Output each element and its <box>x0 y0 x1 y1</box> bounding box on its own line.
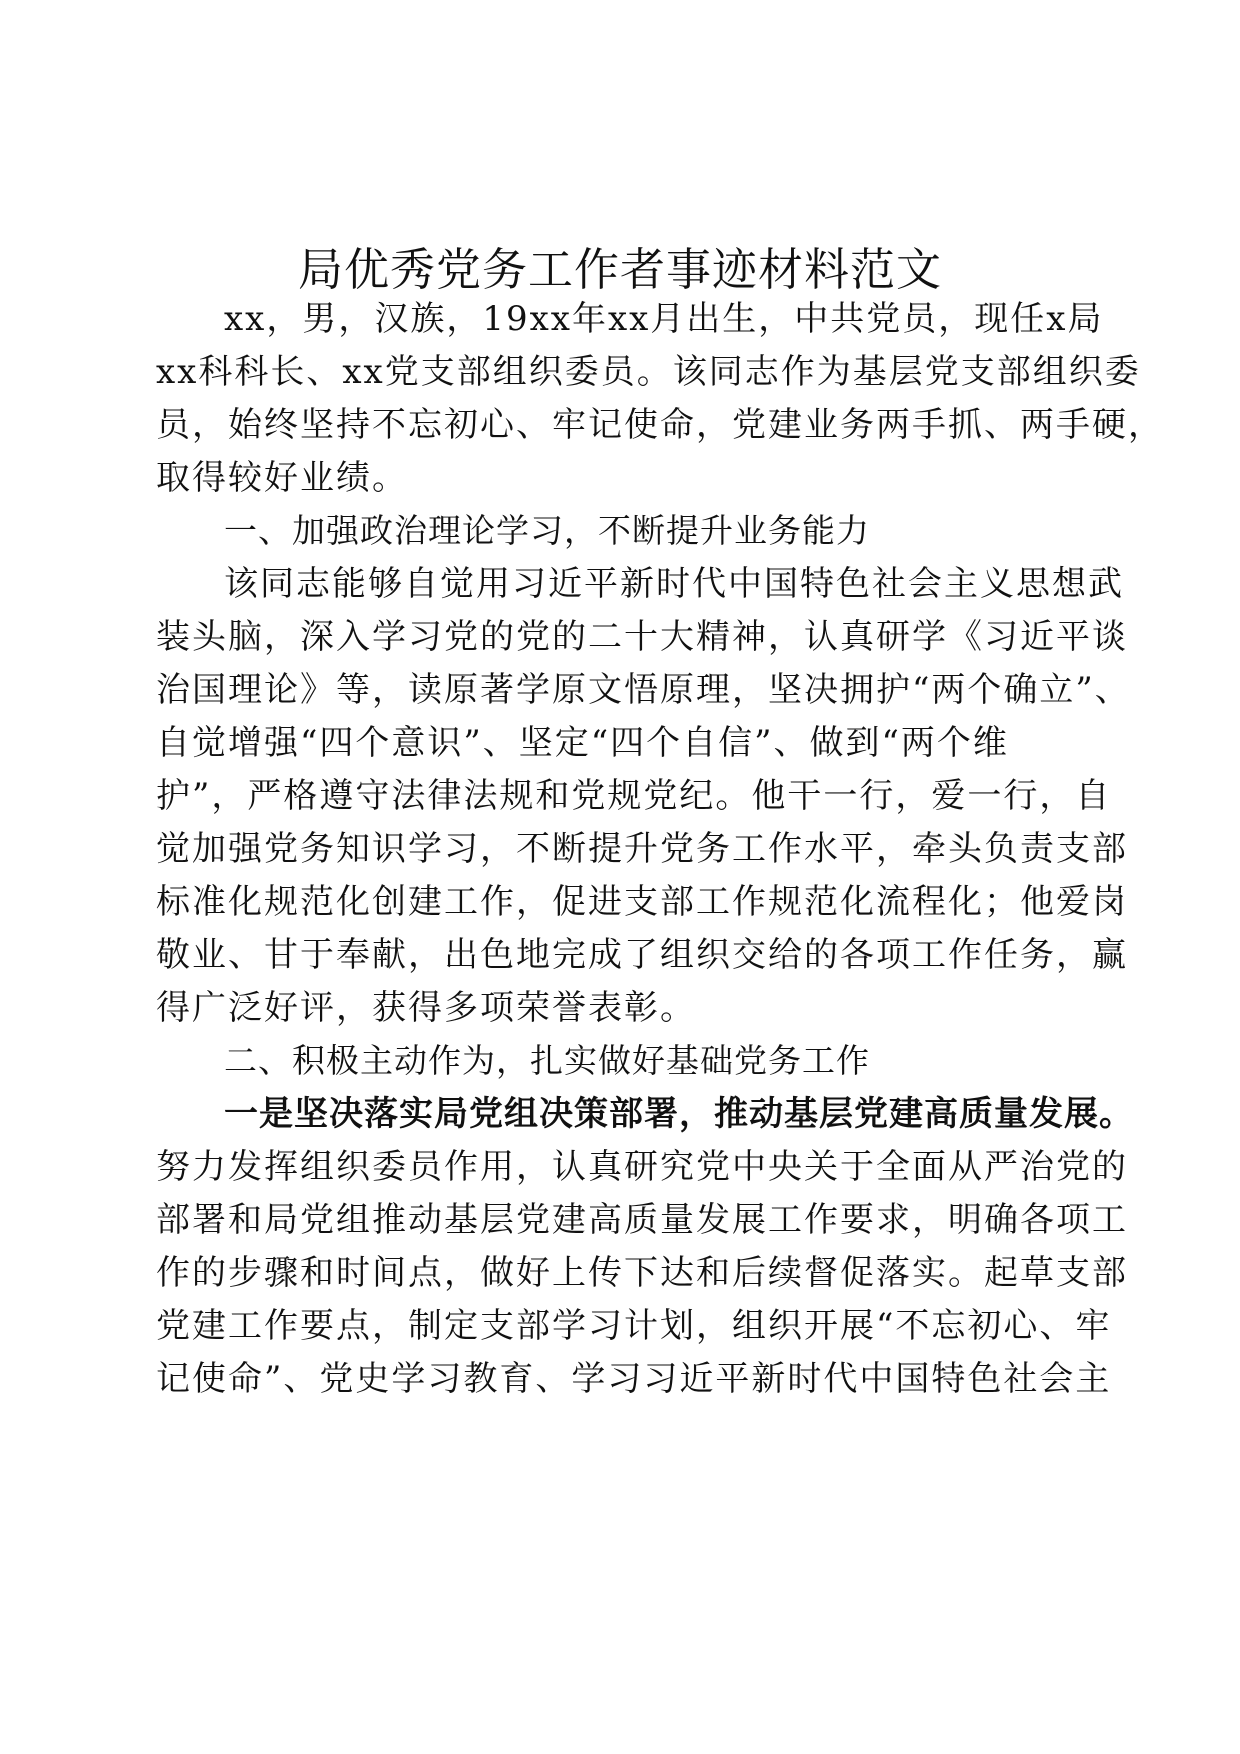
section-1-line: 该同志能够自觉用习近平新时代中国特色社会主义思想武 <box>224 564 1124 604</box>
section-2-lead: 一是坚决落实局党组决策部署，推动基层党建高质量发展。 <box>224 1094 1134 1134</box>
section-1-line: 敬业、甘于奉献，出色地完成了组织交给的各项工作任务，赢 <box>156 935 1128 975</box>
section-2-line: 作的步骤和时间点，做好上传下达和后续督促落实。起草支部 <box>156 1253 1128 1293</box>
intro-line: 员，始终坚持不忘初心、牢记使命，党建业务两手抓、两手硬， <box>156 405 1164 445</box>
intro-line: xx，男，汉族，19xx年xx月出生，中共党员，现任x局 <box>224 299 1104 339</box>
section-2-line: 党建工作要点，制定支部学习计划，组织开展“不忘初心、牢 <box>156 1306 1112 1346</box>
section-1-line: 标准化规范化创建工作，促进支部工作规范化流程化；他爱岗 <box>156 882 1128 922</box>
section-1-heading: 一、加强政治理论学习，不断提升业务能力 <box>224 511 870 550</box>
document-title: 局优秀党务工作者事迹材料范文 <box>297 243 942 296</box>
section-1-line: 治国理论》等，读原著学原文悟原理，坚决拥护“两个确立”、 <box>156 670 1131 710</box>
intro-line: 取得较好业绩。 <box>156 458 408 498</box>
section-2-line: 记使命”、党史学习教育、学习习近平新时代中国特色社会主 <box>156 1359 1112 1399</box>
section-1-line: 觉加强党务知识学习，不断提升党务工作水平，牵头负责支部 <box>156 829 1128 869</box>
section-1-line: 装头脑，深入学习党的党的二十大精神，认真研学《习近平谈 <box>156 617 1128 657</box>
section-2-heading: 二、积极主动作为，扎实做好基础党务工作 <box>224 1041 870 1080</box>
section-2-line: 努力发挥组织委员作用，认真研究党中央关于全面从严治党的 <box>156 1147 1128 1187</box>
section-1-line: 护”，严格遵守法律法规和党规党纪。他干一行，爱一行，自 <box>156 776 1112 816</box>
section-1-line: 得广泛好评，获得多项荣誉表彰。 <box>156 988 696 1028</box>
intro-line: xx科科长、xx党支部组织委员。该同志作为基层党支部组织委 <box>156 352 1141 392</box>
section-2-line: 部署和局党组推动基层党建高质量发展工作要求，明确各项工 <box>156 1200 1128 1240</box>
section-1-line: 自觉增强“四个意识”、坚定“四个自信”、做到“两个维 <box>156 723 1009 763</box>
